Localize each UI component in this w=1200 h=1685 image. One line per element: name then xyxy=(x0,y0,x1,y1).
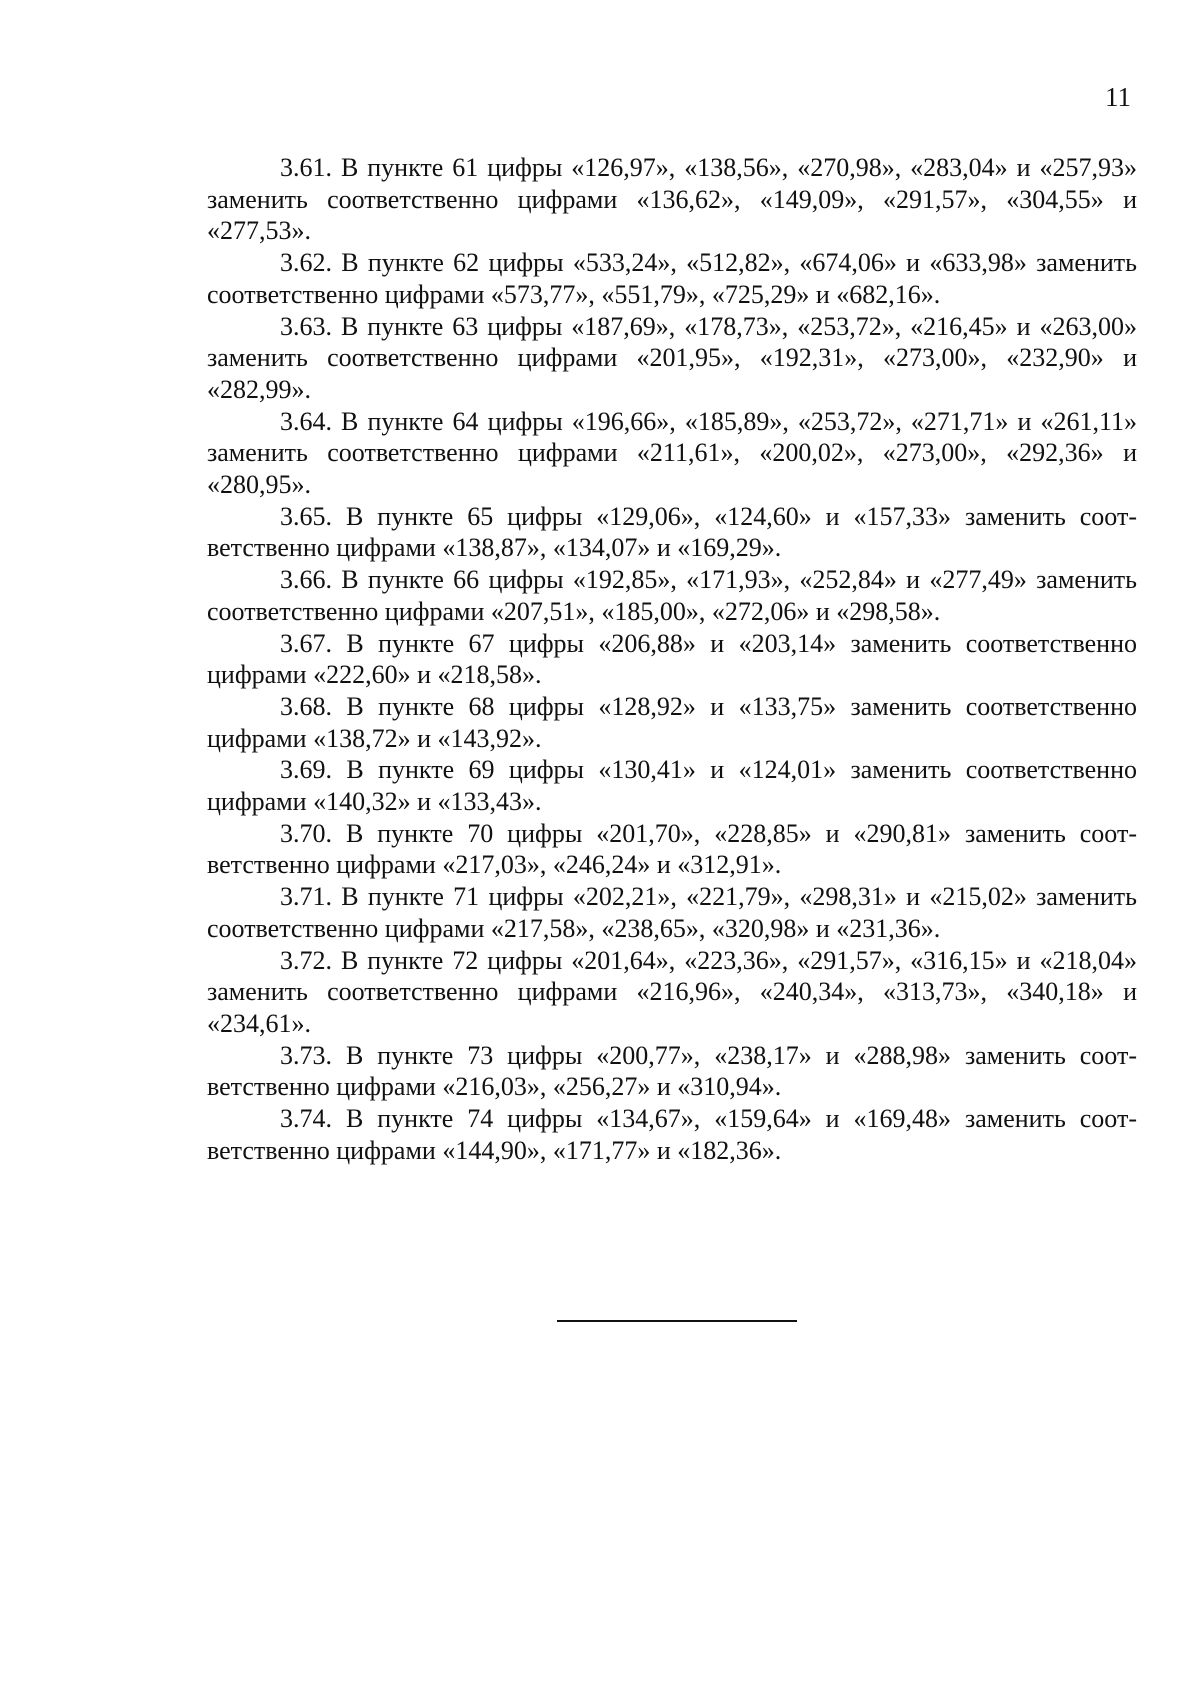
paragraph-3-62: 3.62. В пункте 62 цифры «533,24», «512,82», «674,06» и «633,98» заменить соответственно цифрами «573,77», «551,79», «725,29» и «682,16». xyxy=(207,248,1137,309)
paragraph-3-66: 3.66. В пункте 66 цифры «192,85», «171,93», «252,84» и «277,49» заменить соответственно цифрами «207,51», «185,00», «272,06» и «298,58». xyxy=(207,565,1137,626)
closing-divider-line xyxy=(557,1320,797,1322)
paragraph-3-61: 3.61. В пункте 61 цифры «126,97», «138,56», «270,98», «283,04» и «257,93» заменить соответственно цифрами «136,62», «149,09», «291,57», «304,55» и «277,53». xyxy=(207,153,1137,246)
paragraph-3-71: 3.71. В пункте 71 цифры «202,21», «221,79», «298,31» и «215,02» заменить соответственно цифрами «217,58», «238,65», «320,98» и «231,36». xyxy=(207,882,1137,943)
paragraph-3-64: 3.64. В пункте 64 цифры «196,66», «185,89», «253,72», «271,71» и «261,11» заменить соответственно цифрами «211,61», «200,02», «273,00», «292,36» и «280,95». xyxy=(207,406,1137,500)
paragraph-3-73: 3.73. В пункте 73 цифры «200,77», «238,17» и «288,98» заменить соответственно цифрами «216,03», «256,27» и «310,94». xyxy=(207,1040,1137,1102)
paragraph-3-74: 3.74. В пункте 74 цифры «134,67», «159,64» и «169,48» заменить соответственно цифрами «144,90», «171,77» и «182,36». xyxy=(207,1104,1137,1165)
page-number: 11 xyxy=(1105,82,1131,112)
paragraph-3-68: 3.68. В пункте 68 цифры «128,92» и «133,75» заменить соответственно цифрами «138,72» и «143,92». xyxy=(207,691,1137,753)
paragraph-3-63: 3.63. В пункте 63 цифры «187,69», «178,73», «253,72», «216,45» и «263,00» заменить соответственно цифрами «201,95», «192,31», «273,00», «232,90» и «282,99». xyxy=(207,311,1137,404)
paragraph-3-69: 3.69. В пункте 69 цифры «130,41» и «124,01» заменить соответственно цифрами «140,32» и «133,43». xyxy=(207,755,1137,817)
paragraph-3-67: 3.67. В пункте 67 цифры «206,88» и «203,14» заменить соответственно цифрами «222,60» и «218,58». xyxy=(207,628,1137,690)
paragraph-3-65: 3.65. В пункте 65 цифры «129,06», «124,60» и «157,33» заменить соответственно цифрами «138,87», «134,07» и «169,29». xyxy=(207,501,1137,563)
paragraph-3-72: 3.72. В пункте 72 цифры «201,64», «223,36», «291,57», «316,15» и «218,04» заменить соответственно цифрами «216,96», «240,34», «313,73», «340,18» и «234,61». xyxy=(207,945,1137,1038)
document-body xyxy=(207,152,1137,1167)
paragraph-3-70: 3.70. В пункте 70 цифры «201,70», «228,85» и «290,81» заменить соответственно цифрами «217,03», «246,24» и «312,91». xyxy=(207,818,1137,880)
